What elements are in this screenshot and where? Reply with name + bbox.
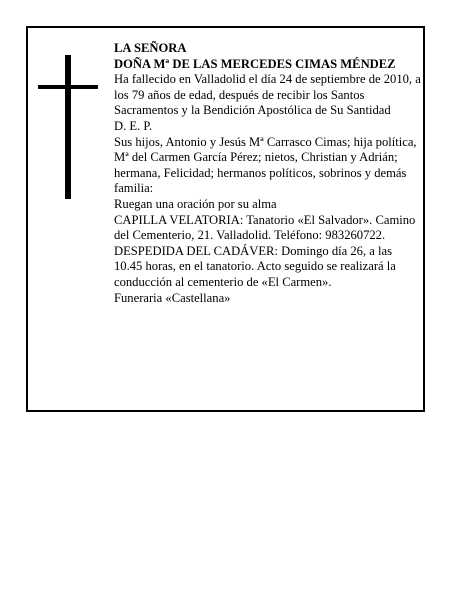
prayer-request: Ruegan una oración por su alma	[114, 196, 277, 211]
deceased-name: DOÑA Mª DE LAS MERCEDES CIMAS MÉNDEZ	[114, 56, 396, 71]
obituary-text	[114, 41, 422, 306]
cross-icon	[38, 55, 98, 199]
family-list: Sus hijos, Antonio y Jesús Mª Carrasco Cimas; hija política, Mª del Carmen García Pérez; nietos, Christian y Adrián; hermana, Felicidad; hermanos políticos, sobrinos y demás familia:	[114, 134, 417, 196]
cross-vertical-bar	[65, 55, 71, 199]
funeral-home: Funeraria «Castellana»	[114, 290, 231, 305]
rip-line: D. E. P.	[114, 118, 153, 133]
cross-horizontal-bar	[38, 85, 98, 89]
obituary-notice	[26, 26, 425, 412]
notice-title: LA SEÑORA	[114, 41, 187, 55]
chapel-info: CAPILLA VELATORIA: Tanatorio «El Salvador». Camino del Cementerio, 21. Valladolid. Teléfono: 983260722.	[114, 212, 416, 243]
farewell-info: DESPEDIDA DEL CADÁVER: Domingo día 26, a las 10.45 horas, en el tanatorio. Acto seguido se realizará la conducción al cementerio de «El Carmen».	[114, 243, 396, 289]
death-info: Ha fallecido en Valladolid el día 24 de septiembre de 2010, a los 79 años de edad, después de recibir los Santos Sacramentos y la Bendición Apostólica de Su Santidad	[114, 72, 421, 118]
